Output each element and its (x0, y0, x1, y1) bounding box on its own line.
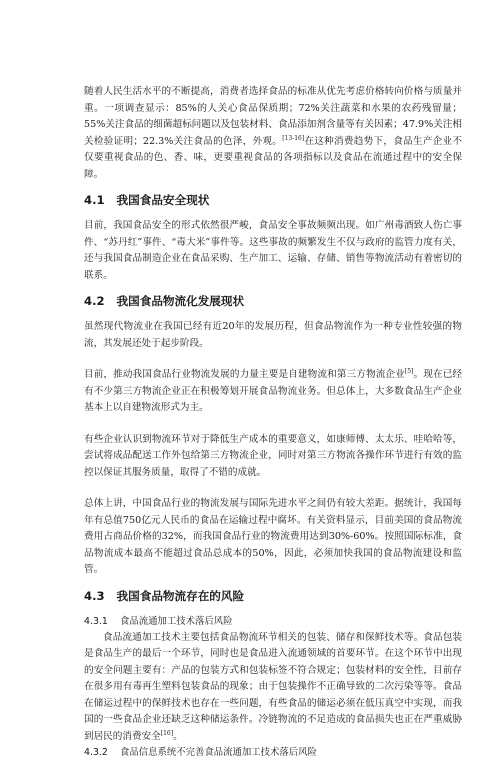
section-4-1-paragraph: 目前，我国食品安全的形式依然很严峻，食品安全事故频频出现。如广州毒酒致人伤亡事件、“苏丹红”事件、“毒大米”事件等。这些事故的频繁发生不仅与政府的监管力度有关，还与我国食品制造企业在食品采购、生产加工、运输、存储、销售等物流活动有着密切的联系。 (84, 220, 462, 281)
intro-paragraph (84, 84, 462, 183)
section-number: 4.1 (84, 193, 105, 207)
section-4-1-heading (84, 191, 462, 209)
intro-tail-text: 在这种消费趋势下，食品生产企业不仅要重视食品的色、香、味，更要重视食品的各项指标以及食品在流通过程中的安全保障。 (84, 135, 463, 180)
paragraph-text: 目前，推动我国食品行业物流发展的力量主要是自建物流和第三方物流企业 (84, 369, 405, 380)
citation-ref: [5] (404, 367, 414, 375)
paragraph-text: 食品流通加工技术主要包括食品物流环节相关的包装、储存和保鲜技术等。食品包装是食品生产的最后一个环节，同时也是食品进入流通领域的首要环节。在这个环节中出现的安全问题主要有：产品的包装方式和包装标签不符合规定；包装材料的安全性，目前存在很多用有毒再生塑料包装食品的现象；由于包装操作不正确导致的二次污染等等。食品在储运过程中的保鲜技术也存在一些问题，有些食品的储运必须在低压真空中实现，而我国的一些食品企业还缺乏这种储运条件。冷链物流的不足造成的食品损失也正在严重威胁到居民的消费安全 (84, 631, 462, 742)
citation-ref: [16] (160, 729, 174, 737)
subsection-number: 4.3.1 (84, 615, 108, 627)
subsection-4-3-1-heading (84, 614, 462, 630)
section-number: 4.3 (84, 588, 105, 603)
intro-text: 随着人民生活水平的不断提高，消费者选择食品的标准从优先考虑价格转向价格与质量并重。一项调查显示：85%的人关心食品保质期；72%关注蔬菜和水果的农药残留量；55%关注食品的细菌超标问题以及包装材料、食品添加剂含量等有关因素；47.9%关注相关检验证明；22.3%关注食品的色泽，外观。 (84, 86, 462, 147)
citation-ref: [13-16] (282, 134, 305, 142)
section-4-2-heading (84, 292, 462, 310)
subsection-title: 食品流通加工技术落后风险 (120, 615, 233, 627)
section-4-3-heading (84, 587, 462, 605)
section-title: 我国食品物流存在的风险 (116, 588, 245, 603)
subsection-4-3-2-heading (84, 745, 462, 761)
section-4-2-paragraph-3: 有些企业认识到物流环节对于降低生产成本的重要意义，如康师傅、太太乐、哇哈哈等，尝试将成品配送工作外包给第三方物流企业，同时对第三方物流各操作环节进行有效的监控以保证其服务质量，取得了不错的成就。 (84, 433, 462, 478)
subsection-4-3-1-paragraph (84, 630, 462, 746)
paragraph-text: 。现在已经有不少第三方物流企业正在积极筹划开展食品物流业务。但总体上，大多数食品生产企业基本上以自建物流形式为主。 (84, 369, 463, 413)
section-number: 4.2 (84, 294, 105, 308)
paragraph-text: 。 (173, 730, 183, 742)
section-4-2-paragraph-1: 虽然现代物流业在我国已经有近20年的发展历程，但食品物流作为一种专业性较强的物流，其发展还处于起步阶段。 (84, 321, 462, 349)
section-4-2-paragraph-4: 总体上讲，中国食品行业的物流发展与国际先进水平之间仍有较大差距。据统计，我国每年有总值750亿元人民币的食品在运输过程中腐坏。有关资料显示，目前美国的食品物流费用占商品价格的32%，而我国食品行业的物流费用达到30%-60%。按照国际标准，食品物流成本最高不能超过食品总成本的50%，因此，必须加快我国的食品物流建设和监管。 (84, 498, 462, 575)
section-title: 我国食品物流化发展现状 (116, 294, 245, 308)
subsection-title: 食品信息系统不完善食品流通加工技术落后风险 (120, 747, 317, 758)
section-4-2-paragraph-2 (84, 367, 462, 417)
section-title: 我国食品安全现状 (116, 193, 210, 207)
subsection-number: 4.3.2 (84, 747, 108, 758)
